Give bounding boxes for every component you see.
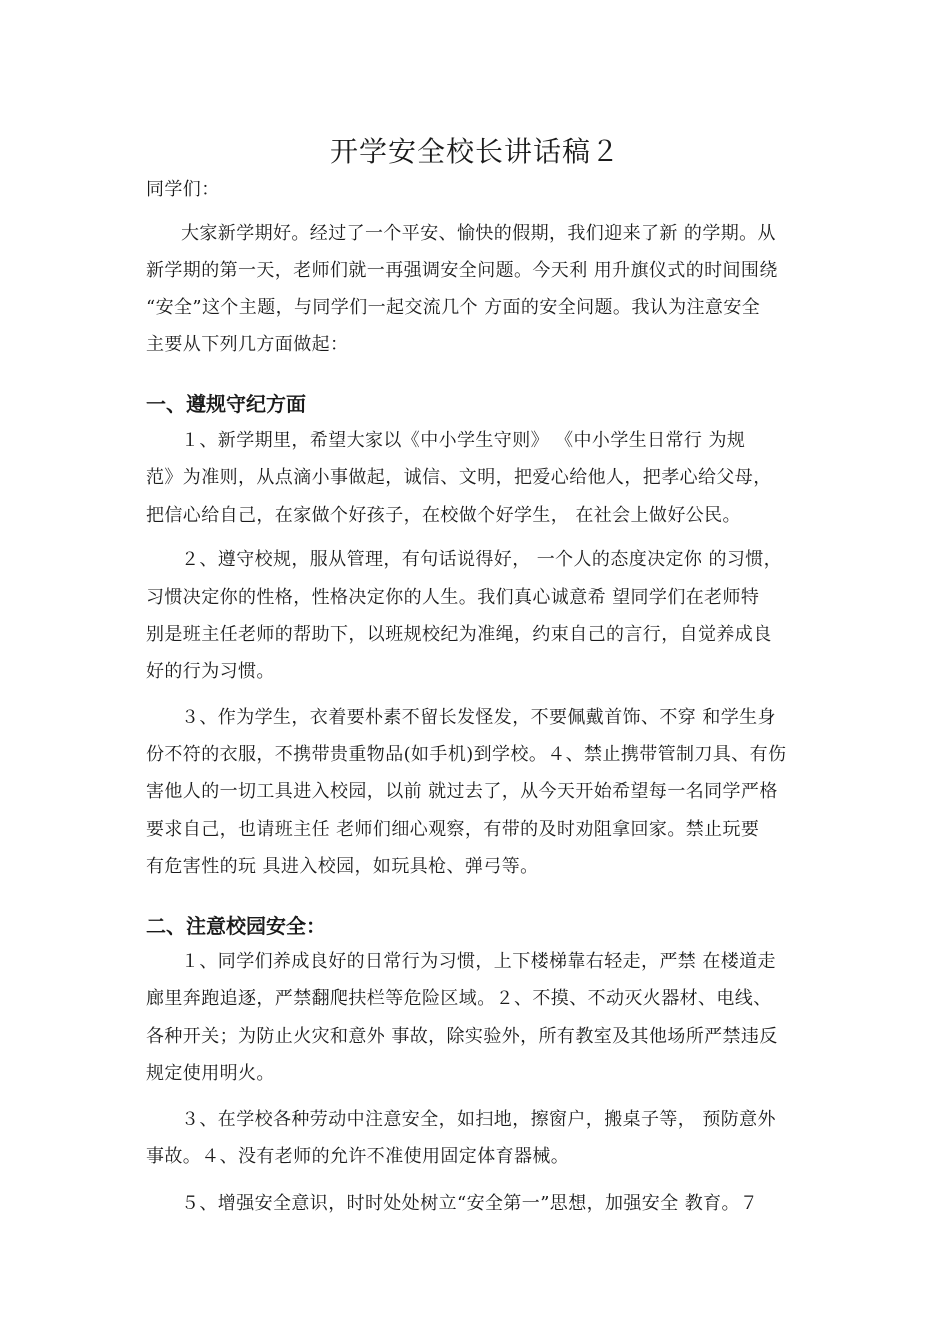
- paragraph-line: ２、遵守校规，服从管理，有句话说得好， 一个人的态度决定你 的习惯，: [181, 549, 783, 570]
- intro-line: “安全”这个主题，与同学们一起交流几个 方面的安全问题。我认为注意安全: [146, 297, 761, 318]
- section-heading-campus-safety: 二、注意校园安全：: [146, 914, 326, 938]
- paragraph-line: 习惯决定你的性格，性格决定你的人生。我们真心诚意希 望同学们在老师特: [146, 587, 760, 608]
- paragraph-line: １、新学期里，希望大家以《中小学生守则》 《中小学生日常行 为规: [181, 430, 746, 451]
- paragraph-line: ５、增强安全意识，时时处处树立“安全第一”思想，加强安全 教育。７: [181, 1193, 759, 1214]
- paragraph-line: 把信心给自己，在家做个好孩子，在校做个好学生， 在社会上做好公民。: [146, 505, 741, 526]
- paragraph-line: 要求自己，也请班主任 老师们细心观察，有带的及时劝阻拿回家。禁止玩要: [146, 819, 760, 840]
- paragraph-line: 规定使用明火。: [146, 1063, 275, 1084]
- intro-line: 新学期的第一天，老师们就一再强调安全问题。今天利 用升旗仪式的时间围绕: [146, 260, 778, 281]
- paragraph-line: ３、作为学生，衣着要朴素不留长发怪发，不要佩戴首饰、不穿 和学生身: [181, 707, 776, 728]
- paragraph-line: １、同学们养成良好的日常行为习惯，上下楼梯靠右轻走，严禁 在楼道走: [181, 951, 776, 972]
- paragraph-line: 好的行为习惯。: [146, 661, 275, 682]
- paragraph-line: 有危害性的玩 具进入校园，如玩具枪、弹弓等。: [146, 856, 539, 877]
- greeting: 同学们：: [146, 179, 220, 200]
- paragraph-line: 害他人的一切工具进入校园，以前 就过去了，从今天开始希望每一名同学严格: [146, 781, 778, 802]
- paragraph-line: 范》为准则，从点滴小事做起，诚信、文明，把爱心给他人，把孝心给父母，: [146, 467, 772, 488]
- section-heading-rules: 一、遵规守纪方面: [146, 392, 306, 416]
- paragraph-line: ３、在学校各种劳动中注意安全，如扫地，擦窗户，搬桌子等， 预防意外: [181, 1109, 776, 1130]
- paragraph-line: 事故。４、没有老师的允许不准使用固定体育器械。: [146, 1146, 570, 1167]
- paragraph-line: 各种开关；为防止火灾和意外 事故，除实验外，所有教室及其他场所严禁违反: [146, 1026, 778, 1047]
- paragraph-line: 别是班主任老师的帮助下，以班规校纪为准绳，约束自己的言行，自觉养成良: [146, 624, 772, 645]
- intro-line: 主要从下列几方面做起：: [146, 334, 349, 355]
- paragraph-line: 廊里奔跑追逐，严禁翻爬扶栏等危险区域。２、不摸、不动灭火器材、电线、: [146, 988, 772, 1009]
- intro-line: 大家新学期好。经过了一个平安、愉快的假期，我们迎来了新 的学期。从: [181, 223, 776, 244]
- document-title: 开学安全校长讲话稿２: [329, 135, 620, 168]
- paragraph-line: 份不符的衣服，不携带贵重物品(如手机)到学校。４、禁止携带管制刀具、有伤: [146, 744, 787, 765]
